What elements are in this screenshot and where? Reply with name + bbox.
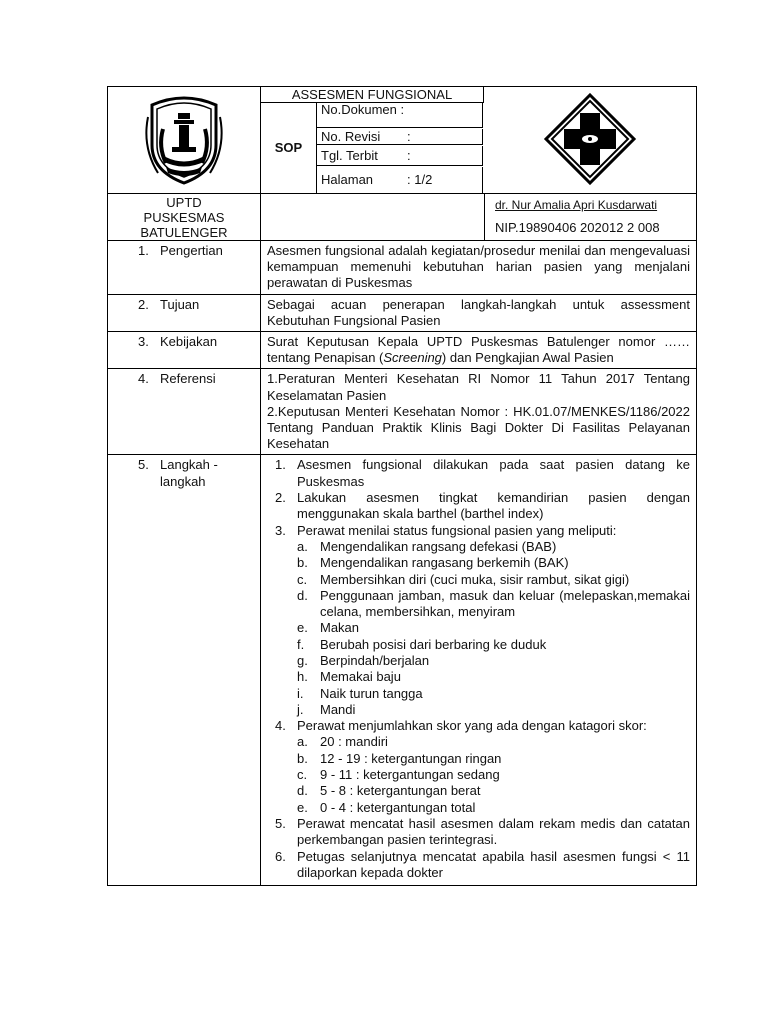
section-text: Sebagai acuan penerapan langkah-langkah untuk assessment Kebutuhan Fungsional Pasien (267, 296, 690, 328)
step-text: Perawat menilai status fungsional pasien yang meliputi: (297, 522, 617, 538)
section-title: Kebijakan (160, 334, 218, 350)
section-title: Langkah - (160, 457, 218, 473)
step-text: Lakukan asesmen tingkat kemandirian pasien dengan menggunakan skala barthel (barthel index) (297, 490, 690, 522)
steps-list (261, 457, 690, 881)
criteria-marker: c. (297, 571, 308, 587)
score-text: 9 - 11 : ketergantungan sedang (320, 767, 500, 783)
meta-halaman (317, 167, 483, 193)
section-label (138, 334, 217, 350)
score-text: 20 : mandiri (320, 734, 388, 750)
criteria-marker: f. (297, 636, 305, 652)
criteria-list (297, 539, 690, 718)
criteria-marker: e. (297, 620, 308, 636)
puskesmas-logo (484, 87, 696, 193)
section-label (138, 371, 216, 387)
criteria-text: Memakai baju (320, 669, 401, 685)
reference-item: 1.Peraturan Menteri Kesehatan RI Nomor 11 Tahun 2017 Tentang Keselamatan Pasien (267, 371, 690, 403)
criteria-text: Makan (320, 620, 360, 636)
meta-value: : 1/2 (407, 172, 433, 187)
score-text: 12 - 19 : ketergantungan ringan (320, 750, 502, 766)
text-part: Surat Keputusan Kepala UPTD Puskesmas Batulenger nomor …… tentang Penapisan ( (267, 334, 690, 366)
criteria-marker: b. (297, 555, 308, 571)
unit-cell (108, 194, 261, 240)
reference-item: 2.Keputusan Menteri Kesehatan Nomor : HK.01.07/MENKES/1186/2022 Tentang Panduan Praktik Klinis Bagi Dokter Di Fasilitas Pelayanan Kesehatan (267, 403, 690, 452)
meta-label: Halaman (321, 172, 374, 187)
section-text (261, 369, 696, 454)
sop-header (107, 86, 697, 194)
criteria-item (297, 669, 690, 685)
unit-line: BATULENGER (140, 225, 228, 240)
score-item (297, 800, 690, 816)
section-number: 1. (138, 243, 149, 258)
regency-emblem-icon (108, 87, 260, 193)
criteria-text: Penggunaan jamban, masuk dan keluar (melepaskan,memakai celana, membersihkan, menyiram (320, 587, 690, 620)
criteria-text: Berpindah/berjalan (320, 653, 430, 668)
section-text (261, 332, 696, 368)
score-item (297, 783, 690, 799)
criteria-marker: j. (297, 701, 304, 717)
step-text: Perawat menjumlahkan skor yang ada dengan katagori skor: (297, 718, 647, 734)
regency-emblem (108, 87, 261, 193)
meta-tgl-terbit (317, 146, 483, 166)
section-kebijakan (107, 332, 697, 369)
step-number: 3. (275, 522, 286, 538)
criteria-item (297, 588, 690, 621)
criteria-text: Membersihkan diri (cuci muka, sisir rambut, sikat gigi) (320, 571, 630, 587)
score-marker: e. (297, 799, 308, 815)
meta-value: : (407, 129, 411, 144)
section-label (138, 297, 199, 313)
unit-line: UPTD (166, 195, 202, 210)
steps-cell (261, 455, 696, 885)
section-label (138, 243, 223, 259)
score-text: 0 - 4 : ketergantungan total (320, 799, 476, 815)
section-label-cell (108, 295, 261, 331)
section-label-cell (108, 369, 261, 454)
criteria-item (297, 572, 690, 588)
section-label-cell (108, 455, 261, 885)
step-number: 5. (275, 815, 286, 831)
unit-row (107, 194, 697, 241)
step-text: Perawat mencatat hasil asesmen dalam rekam medis dan catatan perkembangan pasien terintegrasi. (297, 815, 690, 848)
meta-label: No.Dokumen : (321, 102, 405, 117)
document-title: ASSESMEN FUNGSIONAL (261, 87, 484, 103)
score-marker: d. (297, 783, 308, 799)
section-title: langkah (160, 473, 206, 489)
section-text: Asesmen fungsional adalah kegiatan/prosedur menilai dan mengevaluasi kemampuan memenuhi kebutuhan harian pasien yang menjalani perawatan di Puskesmas (267, 243, 690, 291)
section-label (138, 457, 218, 489)
step-item (261, 849, 690, 882)
sop-cell (261, 102, 317, 193)
sop-label: SOP (274, 140, 303, 155)
criteria-item (297, 686, 690, 702)
step-number: 4. (275, 718, 286, 734)
step-item (261, 816, 690, 849)
text-italic: Screening (383, 350, 442, 366)
signatory-name: dr. Nur Amalia Apri Kusdarwati (495, 198, 658, 212)
criteria-item (297, 653, 690, 669)
text-part: ) dan Pengkajian Awal Pasien (441, 350, 614, 366)
step-number: 6. (275, 848, 286, 864)
step-number: 1. (275, 457, 286, 473)
section-title: Referensi (160, 371, 216, 387)
criteria-marker: g. (297, 653, 308, 668)
step-item (261, 457, 690, 490)
criteria-marker: i. (297, 685, 304, 701)
criteria-text: Berubah posisi dari berbaring ke duduk (320, 636, 547, 652)
sop-document (107, 86, 697, 886)
step-item (261, 718, 690, 816)
meta-label: Tgl. Terbit (321, 148, 378, 163)
criteria-text: Mengendalikan rangsang defekasi (BAB) (320, 538, 557, 554)
step-text: Petugas selanjutnya mencatat apabila hasil asesmen fungsi < 11 dilaporkan kepada dokter (297, 848, 690, 880)
score-item (297, 767, 690, 783)
criteria-text: Mengendalikan rangasang berkemih (BAK) (320, 555, 569, 571)
criteria-item (297, 539, 690, 555)
section-number: 3. (138, 334, 149, 350)
section-referensi (107, 369, 697, 455)
section-label-cell (108, 241, 261, 294)
criteria-item (297, 620, 690, 636)
unit-name (108, 195, 260, 240)
criteria-item (297, 555, 690, 571)
section-tujuan (107, 295, 697, 332)
signatory-cell (484, 194, 697, 240)
step-item (261, 490, 690, 523)
meta-label: No. Revisi (321, 129, 381, 144)
criteria-marker: a. (297, 538, 308, 554)
step-item (261, 523, 690, 719)
puskesmas-logo-icon (484, 87, 696, 193)
criteria-marker: h. (297, 669, 308, 685)
section-title: Pengertian (160, 243, 223, 258)
score-item (297, 751, 690, 767)
criteria-item (297, 702, 690, 718)
meta-value: : (407, 148, 411, 163)
criteria-item (297, 637, 690, 653)
section-pengertian (107, 241, 697, 295)
section-number: 5. (138, 457, 149, 473)
section-number: 2. (138, 296, 149, 312)
unit-line: PUSKESMAS (143, 210, 225, 225)
score-text: 5 - 8 : ketergantungan berat (320, 783, 481, 799)
criteria-text: Mandi (320, 701, 356, 717)
signatory-nip: NIP.19890406 202012 2 008 (495, 220, 660, 235)
section-number: 4. (138, 371, 149, 387)
section-label-cell (108, 332, 261, 368)
step-text: Asesmen fungsional dilakukan pada saat pasien datang ke Puskesmas (297, 457, 690, 489)
meta-no-revisi (317, 129, 483, 145)
step-number: 2. (275, 490, 286, 506)
meta-no-dokumen (317, 102, 483, 128)
criteria-marker: d. (297, 587, 308, 603)
score-marker: a. (297, 734, 308, 750)
criteria-text: Naik turun tangga (320, 685, 423, 701)
score-marker: c. (297, 767, 308, 783)
score-list (297, 734, 690, 815)
score-marker: b. (297, 750, 308, 766)
section-langkah (107, 455, 697, 886)
section-title: Tujuan (160, 296, 200, 312)
score-item (297, 734, 690, 750)
